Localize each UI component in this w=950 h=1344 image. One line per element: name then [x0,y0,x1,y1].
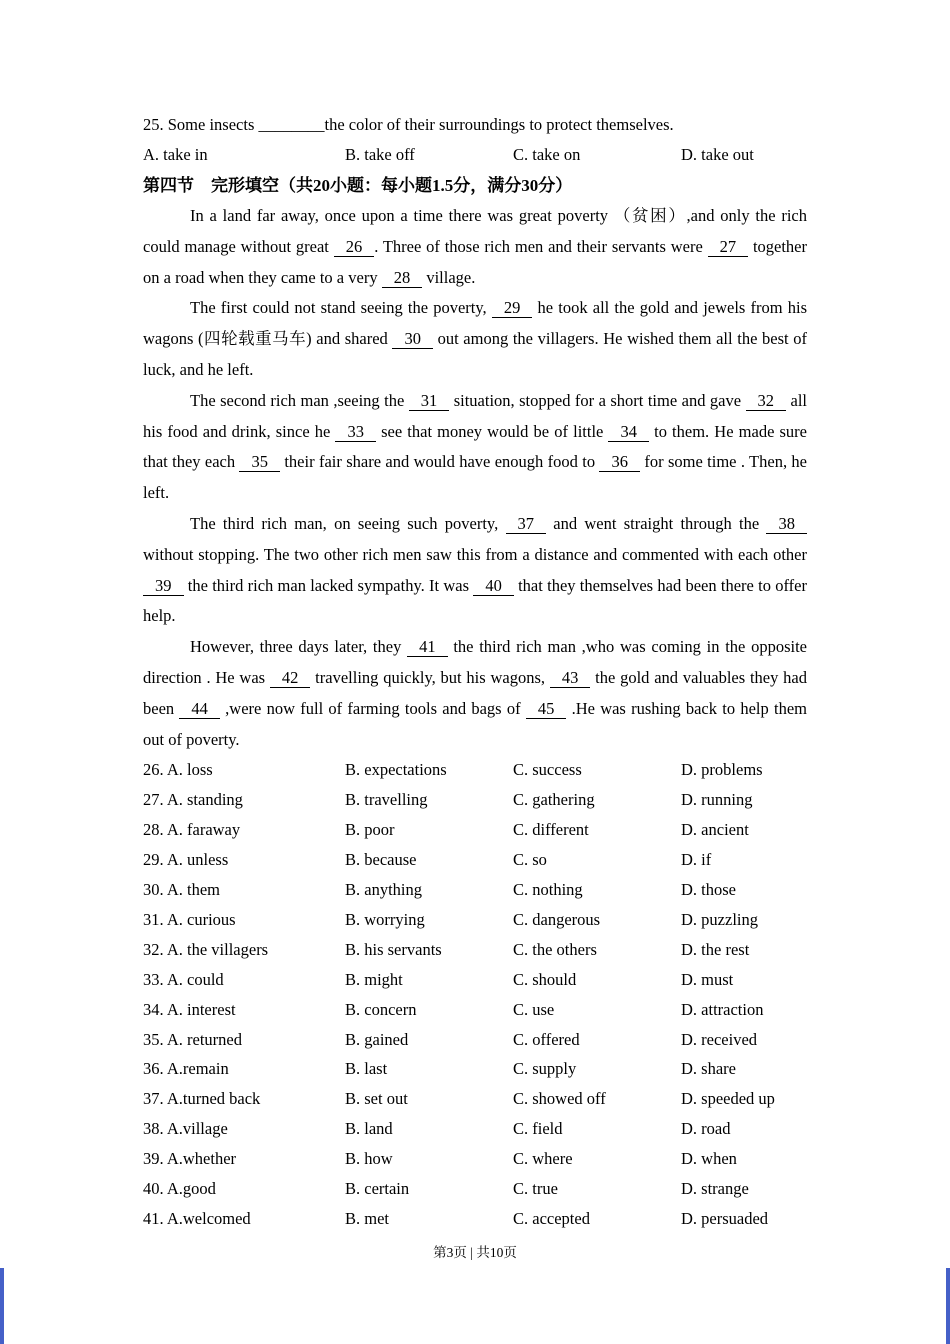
option-cell: B. his servants [345,939,442,959]
page-content [143,110,807,1234]
cloze-blank: 42 [270,668,311,688]
page-border-mark-left [0,1268,4,1344]
option-row [143,875,807,905]
option-cell: B. concern [345,999,417,1019]
option-number-and-a: 32. A. the villagers [143,939,269,959]
option-row [143,1025,807,1055]
option-cell: B. expectations [345,760,447,780]
cloze-blank: 33 [335,422,376,442]
cloze-blank: 32 [746,391,787,411]
option-cell: C. supply [513,1059,577,1079]
option-cell: B. how [345,1149,393,1169]
option-row [143,995,807,1025]
cloze-blank: 37 [506,514,547,534]
option-number-and-a: 31. A. curious [143,909,236,929]
option-number-and-a: 26. A. loss [143,760,213,780]
question-25-option-c: C. take on [513,145,581,164]
option-cell: B. last [345,1059,388,1079]
question-25 [143,110,807,170]
options-table [143,755,807,1234]
option-number-and-a: 39. A.whether [143,1149,237,1169]
option-row [143,1054,807,1084]
option-number-and-a: 35. A. returned [143,1029,242,1049]
option-cell: B. land [345,1119,393,1139]
question-25-option-a: A. take in [143,145,208,164]
option-number-and-a: 38. A.village [143,1119,228,1139]
option-number-and-a: 34. A. interest [143,999,236,1019]
option-cell: D. attraction [681,999,764,1019]
cloze-blank: 34 [608,422,649,442]
option-cell: D. received [681,1029,758,1049]
option-cell: C. success [513,760,582,780]
option-row [143,935,807,965]
option-cell: C. dangerous [513,909,601,929]
option-cell: D. the rest [681,939,750,959]
option-number-and-a: 41. A.welcomed [143,1208,251,1228]
option-cell: C. gathering [513,790,595,810]
option-cell: D. those [681,879,736,899]
option-row [143,815,807,845]
option-number-and-a: 40. A.good [143,1179,216,1199]
cloze-blank: 35 [239,452,280,472]
option-cell: C. so [513,850,547,870]
cloze-paragraph: The second rich man ,seeing the 31 situation, stopped for a short time and gave 32 all his food and drink, since he 33 see that money would be of little 34 to them. He made sure that they each 35 their fair share and would have enough food to 36 for some time . Then, he left. [143,390,808,503]
cloze-blank: 38 [766,514,807,534]
option-cell: D. when [681,1149,737,1169]
option-number-and-a: 37. A.turned back [143,1089,261,1109]
question-25-option-d: D. take out [681,145,754,164]
cloze-blank: 26 [334,237,375,257]
option-row [143,755,807,785]
cloze-blank: 31 [409,391,450,411]
option-cell: C. use [513,999,555,1019]
page-footer [0,1244,950,1262]
option-row [143,1204,807,1234]
option-cell: D. speeded up [681,1089,775,1109]
cloze-blank: 44 [179,699,220,719]
option-row [143,785,807,815]
cloze-blank: 40 [473,576,514,596]
option-cell: B. met [345,1208,389,1228]
cloze-blank: 28 [382,268,423,288]
option-cell: D. persuaded [681,1208,769,1228]
option-cell: D. running [681,790,753,810]
option-cell: B. might [345,969,403,989]
cloze-blank: 43 [550,668,591,688]
option-cell: B. because [345,850,417,870]
option-cell: C. true [513,1179,558,1199]
option-cell: C. accepted [513,1208,590,1228]
option-number-and-a: 29. A. unless [143,850,229,870]
cloze-paragraph: However, three days later, they 41 the third rich man ,who was coming in the opposite direction . He was 42 travelling quickly, but his wagons, 43 the gold and valuables they had been 44 ,were now full of farming tools and bags of 45 .He was rushing back to help them out of poverty. [143,637,808,749]
cloze-blank: 27 [708,237,749,257]
question-25-text: 25. Some insects ________the color of their surroundings to protect themselves. [143,115,674,134]
option-cell: B. worrying [345,909,425,929]
option-cell: D. puzzling [681,909,758,929]
option-cell: C. showed off [513,1089,606,1109]
option-row [143,1114,807,1144]
option-row [143,965,807,995]
section-header: 第四节 完形填空（共20小题：每小题1.5分，满分30分） [143,176,573,195]
option-cell: C. different [513,820,589,840]
option-cell: C. the others [513,939,597,959]
page-footer-text: 第3页 | 共10页 [433,1245,517,1260]
option-number-and-a: 30. A. them [143,879,220,899]
option-cell: B. gained [345,1029,409,1049]
option-row [143,1144,807,1174]
option-cell: C. should [513,969,577,989]
cloze-passage [143,201,807,755]
option-cell: C. field [513,1119,563,1139]
option-cell: D. must [681,969,734,989]
cloze-paragraph: The third rich man, on seeing such poverty, 37 and went straight through the 38 without stopping. The two other rich men saw this from a distance and commented with each other 39 the third rich man lacked sympathy. It was 40 that they themselves had been there to offer help. [143,513,807,626]
option-row [143,845,807,875]
option-row [143,1174,807,1204]
option-number-and-a: 36. A.remain [143,1059,229,1079]
option-cell: D. problems [681,760,763,780]
option-cell: C. nothing [513,879,583,899]
option-cell: C. offered [513,1029,580,1049]
option-cell: D. strange [681,1179,749,1199]
option-cell: B. anything [345,879,422,899]
option-cell: B. certain [345,1179,410,1199]
question-25-option-b: B. take off [345,145,415,164]
option-cell: D. road [681,1119,731,1139]
option-cell: D. share [681,1059,736,1079]
option-cell: D. ancient [681,820,749,840]
cloze-blank: 30 [392,329,433,349]
question-25-options [143,140,807,170]
option-cell: B. set out [345,1089,408,1109]
page-border-mark-right [946,1268,950,1344]
cloze-blank: 45 [526,699,567,719]
option-number-and-a: 27. A. standing [143,790,243,810]
option-number-and-a: 28. A. faraway [143,820,241,840]
option-cell: B. travelling [345,790,428,810]
option-cell: B. poor [345,820,395,840]
cloze-paragraph: In a land far away, once upon a time there was great poverty （贫困）,and only the rich could manage without great 26 . Three of those rich men and their servants were 27 together on a road when they came to a very 28 village. [143,206,807,287]
cloze-blank: 41 [407,637,448,657]
cloze-blank: 29 [492,298,533,318]
option-row [143,1084,807,1114]
cloze-blank: 39 [143,576,184,596]
cloze-blank: 36 [599,452,640,472]
option-cell: D. if [681,850,712,870]
option-number-and-a: 33. A. could [143,969,224,989]
option-row [143,905,807,935]
option-cell: C. where [513,1149,573,1169]
cloze-paragraph: The first could not stand seeing the poverty, 29 he took all the gold and jewels from his wagons (四轮载重马车) and shared 30 out among the villagers. He wished them all the best of luck, and he left. [143,298,807,379]
